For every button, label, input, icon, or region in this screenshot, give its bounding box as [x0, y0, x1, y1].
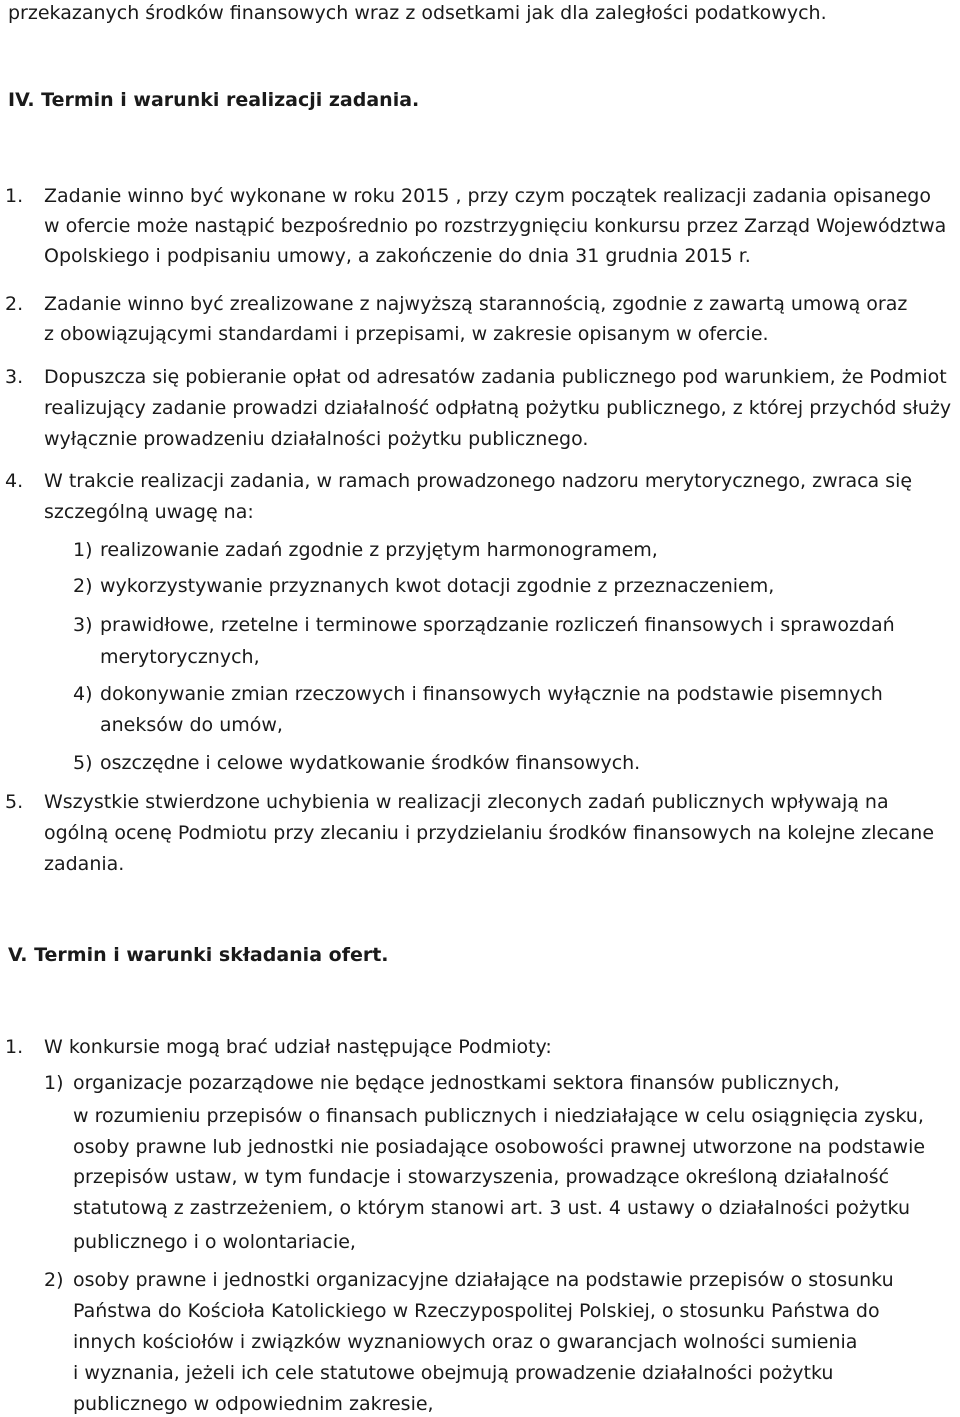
sub-item-number: 1): [44, 1072, 64, 1094]
list-item-line: wyłącznie prowadzeniu działalności pożytku publicznego.: [44, 428, 589, 450]
sub-item-line: w rozumieniu przepisów o finansach publicznych i niedziałające w celu osiągnięcia zysku,: [73, 1105, 924, 1127]
section-iv-heading: IV. Termin i warunki realizacji zadania.: [8, 89, 420, 111]
list-item-number: 1.: [5, 185, 24, 207]
section-v-heading: V. Termin i warunki składania ofert.: [8, 944, 389, 966]
list-item-line: W trakcie realizacji zadania, w ramach prowadzonego nadzoru merytorycznego, zwraca się: [44, 470, 913, 492]
sub-item-number: 2): [44, 1269, 64, 1291]
list-item-line: z obowiązującymi standardami i przepisami, w zakresie opisanym w ofercie.: [44, 323, 769, 345]
list-item-line: Dopuszcza się pobieranie opłat od adresatów zadania publicznego pod warunkiem, że Podmiot: [44, 366, 947, 388]
list-item-number: 2.: [5, 293, 24, 315]
list-item-line: W konkursie mogą brać udział następujące Podmioty:: [44, 1036, 552, 1058]
sub-item-number: 5): [73, 752, 93, 774]
sub-item-line: oszczędne i celowe wydatkowanie środków finansowych.: [100, 752, 641, 774]
sub-item-number: 2): [73, 575, 93, 597]
sub-item-line: Państwa do Kościoła Katolickiego w Rzeczypospolitej Polskiej, o stosunku Państwa do: [73, 1300, 880, 1322]
sub-item-line: organizacje pozarządowe nie będące jednostkami sektora finansów publicznych,: [73, 1072, 840, 1094]
sub-item-line: merytorycznych,: [100, 646, 260, 668]
list-item-line: zadania.: [44, 853, 125, 875]
sub-item-line: dokonywanie zmian rzeczowych i finansowych wyłącznie na podstawie pisemnych: [100, 683, 883, 705]
list-item-line: Zadanie winno być wykonane w roku 2015 , przy czym początek realizacji zadania opisanego: [44, 185, 931, 207]
sub-item-line: statutową z zastrzeżeniem, o którym stanowi art. 3 ust. 4 ustawy o działalności pożytku: [73, 1197, 911, 1219]
list-item-line: ogólną ocenę Podmiotu przy zlecaniu i przydzielaniu środków finansowych na kolejne zlecane: [44, 822, 935, 844]
sub-item-number: 4): [73, 683, 93, 705]
sub-item-line: przepisów ustaw, w tym fundacje i stowarzyszenia, prowadzące określoną działalność: [73, 1166, 890, 1188]
list-item-line: realizujący zadanie prowadzi działalność odpłatną pożytku publicznego, z której przychód służy: [44, 397, 952, 419]
sub-item-number: 1): [73, 539, 93, 561]
sub-item-line: publicznego i o wolontariacie,: [73, 1231, 356, 1253]
sub-item-line: osoby prawne lub jednostki nie posiadające osobowości prawnej utworzone na podstawie: [73, 1136, 926, 1158]
sub-item-line: prawidłowe, rzetelne i terminowe sporządzanie rozliczeń finansowych i sprawozdań: [100, 614, 895, 636]
sub-item-line: i wyznania, jeżeli ich cele statutowe obejmują prowadzenie działalności pożytku: [73, 1362, 834, 1384]
sub-item-line: publicznego w odpowiednim zakresie,: [73, 1393, 434, 1415]
sub-item-line: osoby prawne i jednostki organizacyjne działające na podstawie przepisów o stosunku: [73, 1269, 894, 1291]
list-item-number: 1.: [5, 1036, 24, 1058]
list-item-number: 4.: [5, 470, 24, 492]
list-item-line: Opolskiego i podpisaniu umowy, a zakończenie do dnia 31 grudnia 2015 r.: [44, 245, 751, 267]
sub-item-line: aneksów do umów,: [100, 714, 283, 736]
list-item-number: 5.: [5, 791, 24, 813]
sub-item-line: wykorzystywanie przyznanych kwot dotacji zgodnie z przeznaczeniem,: [100, 575, 775, 597]
list-item-line: szczególną uwagę na:: [44, 501, 254, 523]
sub-item-line: innych kościołów i związków wyznaniowych oraz o gwarancjach wolności sumienia: [73, 1331, 858, 1353]
list-item-number: 3.: [5, 366, 24, 388]
sub-item-line: realizowanie zadań zgodnie z przyjętym harmonogramem,: [100, 539, 658, 561]
intro-line: przekazanych środków finansowych wraz z odsetkami jak dla zaległości podatkowych.: [8, 2, 827, 24]
list-item-line: w ofercie może nastąpić bezpośrednio po rozstrzygnięciu konkursu przez Zarząd Województwa: [44, 215, 947, 237]
list-item-line: Wszystkie stwierdzone uchybienia w realizacji zleconych zadań publicznych wpływają na: [44, 791, 889, 813]
sub-item-number: 3): [73, 614, 93, 636]
list-item-line: Zadanie winno być zrealizowane z najwyższą starannością, zgodnie z zawartą umową oraz: [44, 293, 908, 315]
